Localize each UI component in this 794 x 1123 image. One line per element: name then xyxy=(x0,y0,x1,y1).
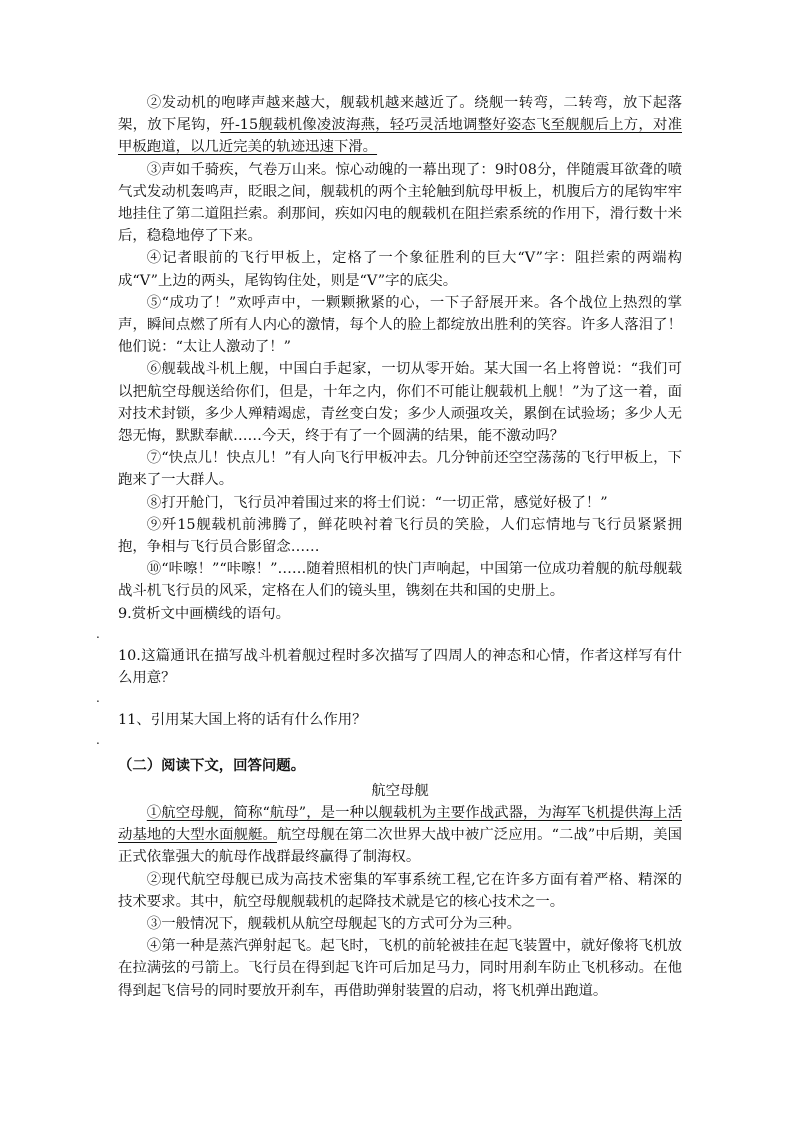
paragraph-10: ⑩“咔嚓！”“咔嚓！”……随着照相机的快门声响起，中国第一位成功着舰的航母舰载战斗机飞行员的风采，定格在人们的镜头里，镌刻在共和国的史册上。 xyxy=(118,561,682,600)
paragraph-3: ③声如千骑疾，气卷万山来。惊心动魄的一幕出现了：9时08分，伴随震耳欲聋的喷气式发动机轰鸣声，眨眼之间，舰载机的两个主轮触到航母甲板上，机腹后方的尾钩牢牢地挂住了第二道阻拦索。刹那间，疾如闪电的舰载机在阻拦索系统的作用下，滑行数十米后，稳稳地停了下来。 xyxy=(118,161,682,245)
underlined-sentence: 歼-15舰载机像凌波海燕，轻巧灵活地调整好姿态飞至舰舰后上方，对准甲板跑道，以几近完美的轨迹迅速下滑。 xyxy=(118,117,682,156)
answer-space xyxy=(96,625,682,645)
paragraph-8: ⑧打开舱门，飞行员冲着围过来的将士们说：“一切正常，感觉好极了！” xyxy=(146,494,608,511)
paragraph-5: ⑤“成功了！”欢呼声中，一颗颗揪紧的心，一下子舒展开来。各个战位上热烈的掌声，瞬间点燃了所有人内心的激情，每个人的脸上都绽放出胜利的笑容。许多人落泪了！他们说：“太让人激动了！” xyxy=(118,294,682,356)
paragraph-4: ④记者眼前的飞行甲板上，定格了一个象征胜利的巨大“V”字：阻拦索的两端构成“V”上边的两头，尾钩钩住处，则是“V”字的底尖。 xyxy=(118,250,682,289)
article-paragraph-1-rest: 航空母舰在第二次世界大战中被广泛应用。“二战”中后期，美国正式依靠强大的航母作战群最终赢得了制海权。 xyxy=(118,827,682,866)
question-11: 11、引用某大国上将的话有什么作用？ xyxy=(118,712,367,729)
paragraph-2-text: ②发动机的咆哮声越来越大，舰载机越来越近了。绕舰一转弯，二转弯，放下起落架，放下尾钩， xyxy=(118,95,682,134)
answer-marker: . xyxy=(96,691,100,706)
article-title: 航空母舰 xyxy=(371,782,429,799)
underlined-definition: ①航空母舰，简称“航母”，是一种以舰载机为主要作战武器，为海军飞机提供海上活动基地的大型水面舰艇。 xyxy=(118,804,682,844)
answer-marker: . xyxy=(96,733,100,748)
article-paragraph-1 xyxy=(118,802,682,869)
article-paragraph-3: ③一般情况下，舰载机从航空母舰起飞的方式可分为三种。 xyxy=(146,915,521,932)
paragraph-2 xyxy=(118,92,682,159)
answer-space xyxy=(96,689,682,709)
article-paragraph-4: ④第一种是蒸汽弹射起飞。起飞时，飞机的前轮被挂在起飞装置中，就好像将飞机放在拉满弦的弓箭上。飞行员在得到起飞许可后加足马力，同时用刹车防止飞机移动。在他得到起飞信号的同时要放开刹车，再借助弹射装置的启动，将飞机弹出跑道。 xyxy=(118,938,682,999)
paragraph-7: ⑦“快点儿！快点儿！”有人向飞行甲板冲去。几分钟前还空空荡荡的飞行甲板上，下跑来了一大群人。 xyxy=(118,450,682,489)
question-10: 10.这篇通讯在描写战斗机着舰过程时多次描写了四周人的神态和心情，作者这样写有什么用意？ xyxy=(118,647,682,687)
section-heading: （二）阅读下文，回答问题。 xyxy=(118,757,306,775)
question-9: 9.赏析文中画横线的语句。 xyxy=(118,605,291,622)
paragraph-6: ⑥舰载战斗机上舰，中国白手起家，一切从零开始。某大国一名上将曾说：“我们可以把航空母舰送给你们，但是，十年之内，你们不可能让舰载机上舰！”为了这一着，面对技术封锁，多少人殚精竭虑，青丝变白发；多少人顽强攻关，累倒在试验场；多少人无怨无悔，默默奉献……今天，终于有了一个圆满的结果，能不激动吗？ xyxy=(118,361,682,445)
answer-marker: . xyxy=(96,626,100,641)
paragraph-9: ⑨歼15舰载机前沸腾了，鲜花映衬着飞行员的笑脸，人们忘情地与飞行员紧紧拥抱，争相与飞行员合影留念…… xyxy=(118,516,682,556)
article-paragraph-2: ②现代航空母舰已成为高技术密集的军事系统工程,它在许多方面有着严格、精深的技术要求。其中，航空母舰舰载机的起降技术就是它的核心技术之一。 xyxy=(118,871,682,910)
document-page xyxy=(96,92,682,1002)
answer-space xyxy=(96,731,682,751)
